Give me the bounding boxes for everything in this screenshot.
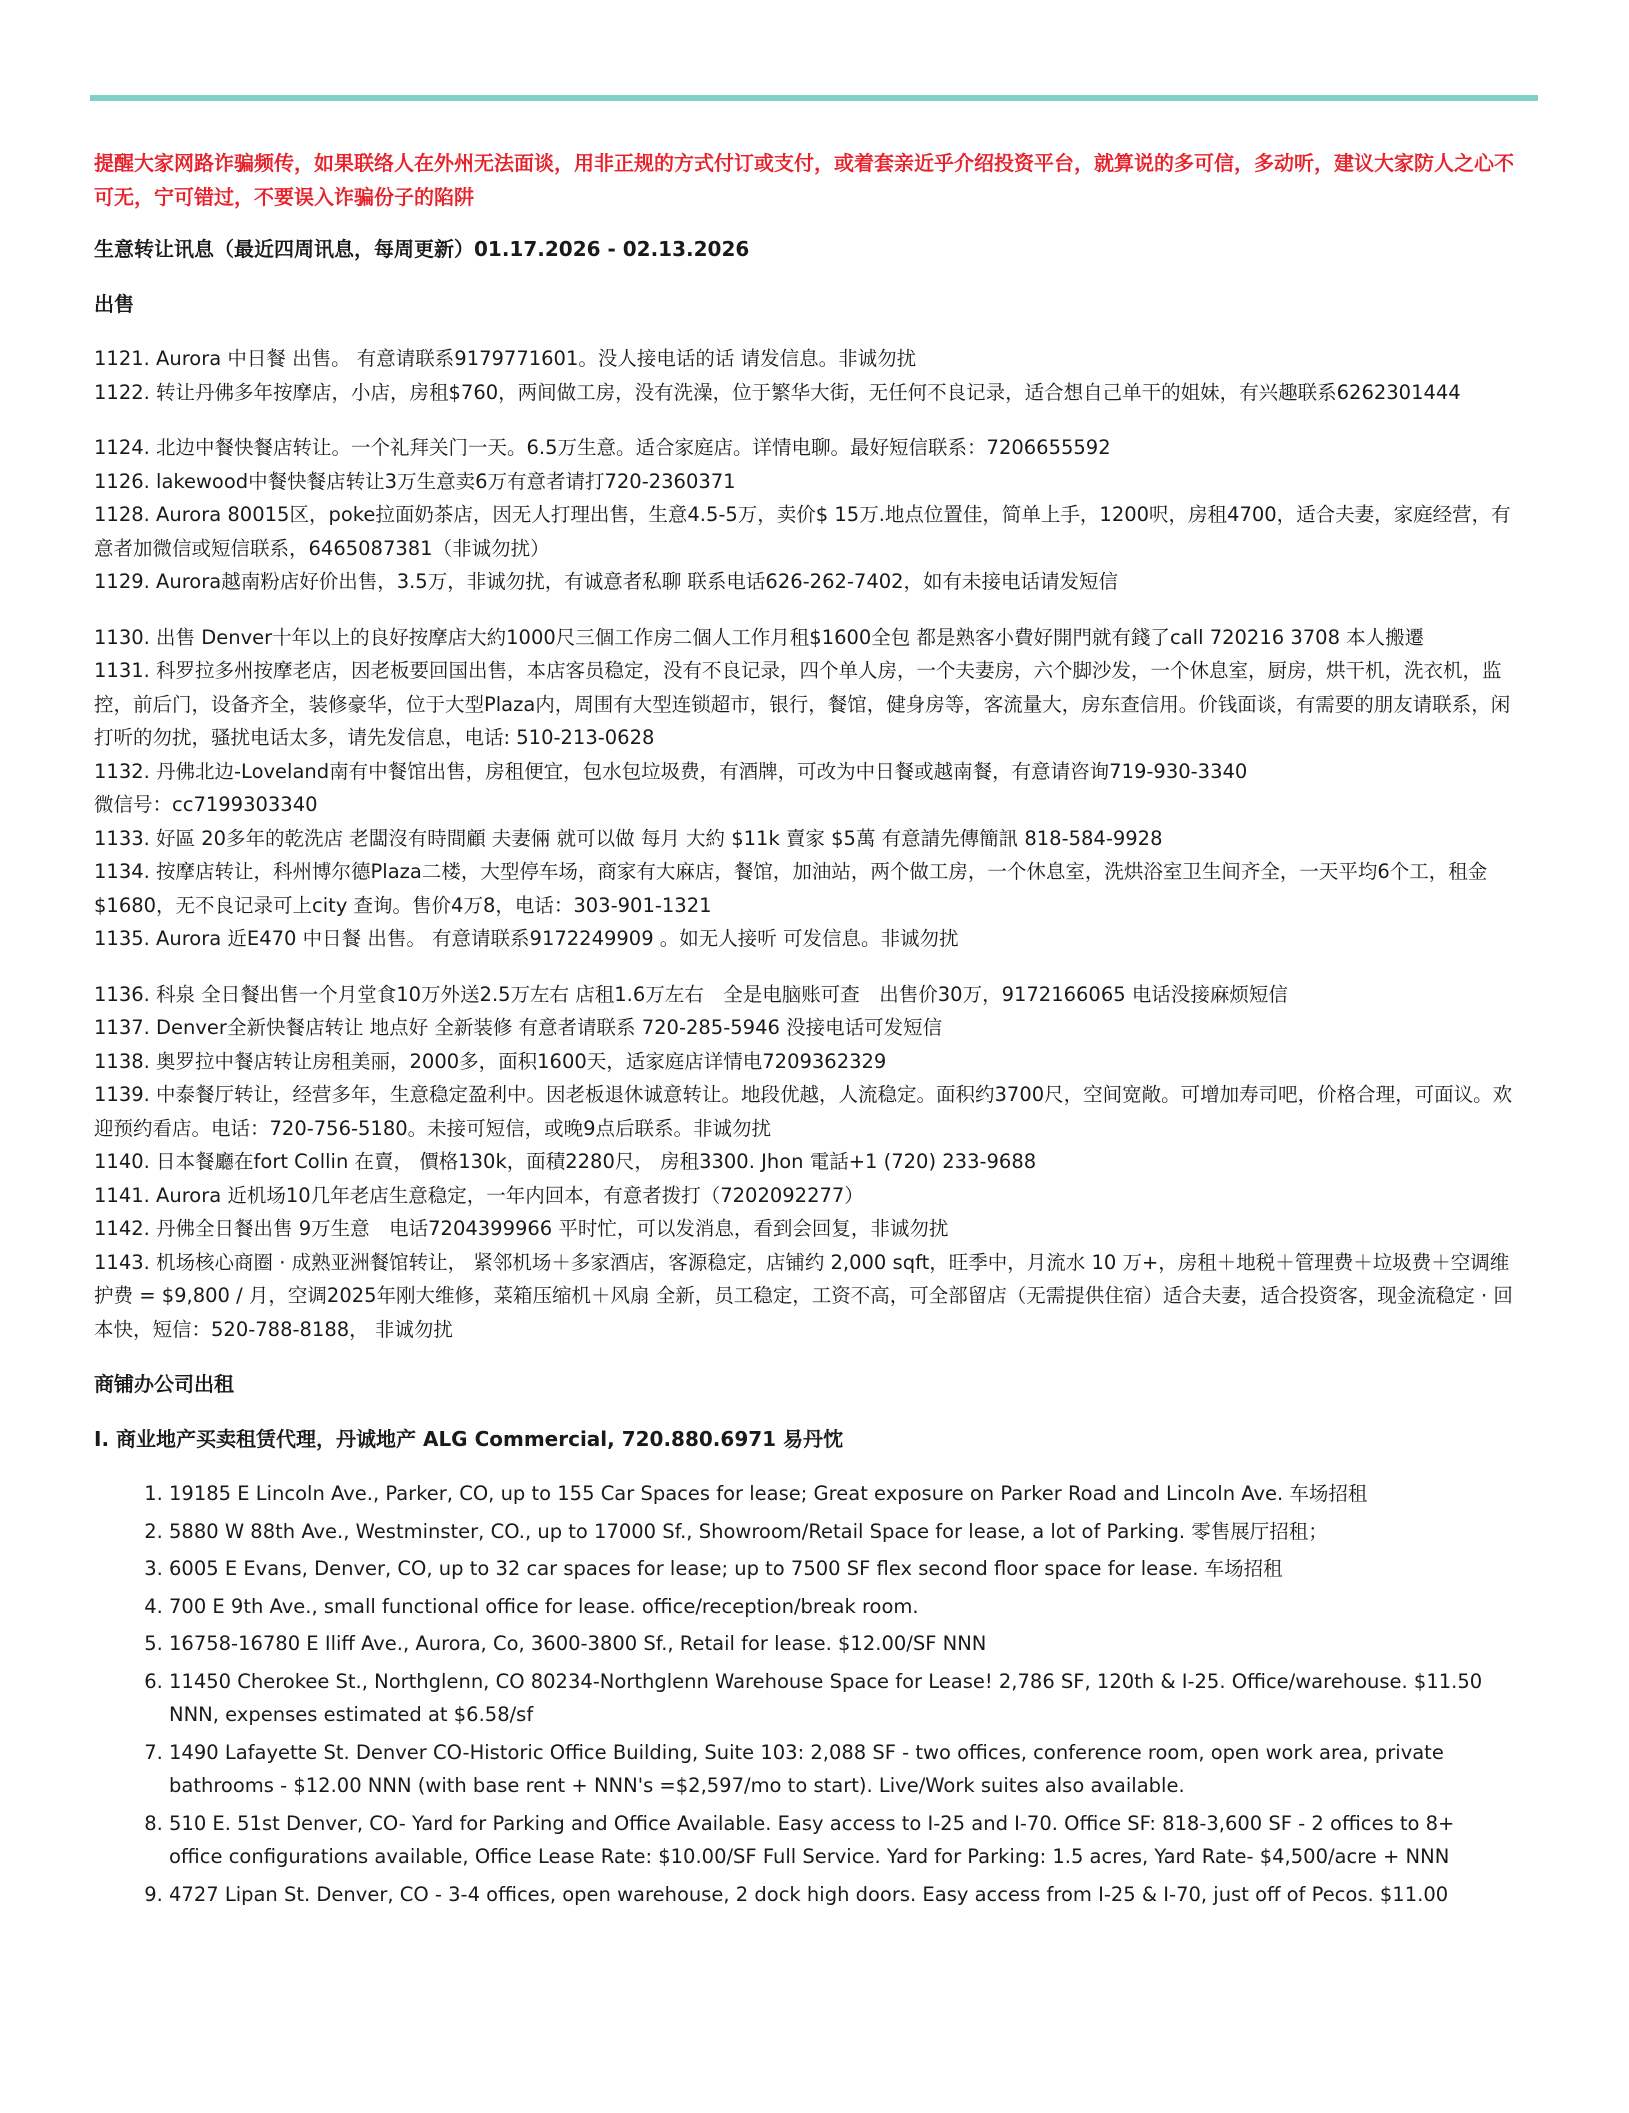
listing-item: 1140. 日本餐廳在fort Collin 在賣， 價格130k，面積2280尺， 房租3300. Jhon 電話+1 (720) 233-9688 — [94, 1150, 1037, 1173]
listing-item: 1138. 奥罗拉中餐店转让房租美丽，2000多，面积1600天，适家庭店详情电7209362329 — [94, 1049, 887, 1073]
header-divider — [90, 95, 1538, 101]
rental-list — [94, 1477, 1514, 1911]
listing-item: 1136. 科泉 全日餐出售一个月堂食10万外送2.5万左右 店租1.6万左右 全是电脑账可查 出售价30万，9172166065 电话没接麻烦短信 — [94, 982, 1288, 1006]
rental-item: 7. 1490 Lafayette St. Denver CO-Historic Office Building, Suite 103: 2,088 SF - two offices, conference room, open work area, private bathrooms - $12.00 NNN (with base rent + NNN's =$2,597/mo to start). Live/Work suites also available. — [169, 1736, 1514, 1803]
listing-item: 1141. Aurora 近机场10几年老店生意稳定，一年内回本，有意者拨打（7202092277） — [94, 1183, 864, 1207]
listing-item: 1130. 出售 Denver十年以上的良好按摩店大約1000尺三個工作房二個人工作月租$1600全包 都是熟客小費好開門就有錢了call 720216 3708 本人搬遷 — [94, 625, 1425, 649]
rental-item: 4. 700 E 9th Ave., small functional office for lease. office/reception/break room. — [169, 1590, 1514, 1624]
rental-item: 8. 510 E. 51st Denver, CO- Yard for Parking and Office Available. Easy access to I-25 and I-70. Office SF: 818-3,600 SF - 2 offices to 8+ office configurations available, Office Lease Rate: $10.00/SF Full Service. Yard for Parking: 1.5 acres, Yard Rate- $4,500/acre + NNN — [169, 1807, 1514, 1874]
listing-groups — [94, 342, 1514, 1346]
listing-group — [94, 342, 1514, 409]
listing-item: 1126. lakewood中餐快餐店转让3万生意卖6万有意者请打720-2360371 — [94, 469, 736, 493]
rental-item: 6. 11450 Cherokee St., Northglenn, CO 80234-Northglenn Warehouse Space for Lease! 2,786 SF, 120th & I-25. Office/warehouse. $11.50 NNN, expenses estimated at $6.58/sf — [169, 1665, 1514, 1732]
rental-item: 1. 19185 E Lincoln Ave., Parker, CO, up to 155 Car Spaces for lease; Great exposure on Parker Road and Lincoln Ave. 车场招租 — [169, 1477, 1514, 1511]
listing-group — [94, 978, 1514, 1347]
listing-item: 1124. 北边中餐快餐店转让。一个礼拜关门一天。6.5万生意。适合家庭店。详情电聊。最好短信联系：7206655592 — [94, 436, 1111, 459]
listing-item: 1137. Denver全新快餐店转让 地点好 全新装修 有意者请联系 720-285-5946 没接电话可发短信 — [94, 1016, 943, 1039]
listing-item: 微信号：cc7199303340 — [94, 793, 318, 816]
listing-group — [94, 431, 1514, 599]
document-body — [94, 146, 1514, 1915]
listing-group — [94, 621, 1514, 956]
listing-item: 1122. 转让丹佛多年按摩店，小店，房租$760，两间做工房，没有洗澡，位于繁华大街，无任何不良记录，适合想自己单干的姐妹，有兴趣联系6262301444 — [94, 380, 1461, 404]
rental-item: 3. 6005 E Evans, Denver, CO, up to 32 car spaces for lease; up to 7500 SF flex second floor space for lease. 车场招租 — [169, 1552, 1514, 1586]
listing-item: 1131. 科罗拉多州按摩老店，因老板要回国出售，本店客员稳定，没有不良记录，四个单人房，一个夫妻房，六个脚沙发，一个休息室，厨房，烘干机，洗衣机，监控，前后门，设备齐全，装修豪华，位于大型Plaza内，周围有大型连锁超市，银行，餐馆，健身房等，客流量大，房东查信用。价钱面谈，有需要的朋友请联系，闲打听的勿扰，骚扰电话太多，请先发信息，电话: 510-213-0628 — [94, 659, 1511, 749]
listing-item: 1143. 机场核心商圈 · 成熟亚洲餐馆转让， 紧邻机场＋多家酒店，客源稳定，店铺约 2,000 sqft，旺季中，月流水 10 万+，房租＋地税＋管理费＋垃圾费＋空调维护费 = $9,800 / 月，空调2025年刚大维修，菜箱压缩机＋风扇 全新，员工稳定，工资不高，可全部留店（无需提供住宿）适合夫妻，适合投资客，现金流稳定 · 回本快，短信：520-788-8188， 非诚勿扰 — [94, 1250, 1513, 1341]
info-heading: 生意转让讯息（最近四周讯息，每周更新）01.17.2026 - 02.13.2026 — [94, 237, 750, 261]
listing-item: 1133. 好區 20多年的乾洗店 老闆沒有時間顧 夫妻倆 就可以做 每月 大約 $11k 賣家 $5萬 有意請先傳簡訊 818-584-9928 — [94, 826, 1163, 850]
listing-item: 1132. 丹佛北边-Loveland南有中餐馆出售，房租便宜，包水包垃圾费，有酒牌，可改为中日餐或越南餐，有意请咨询719-930-3340 — [94, 759, 1248, 783]
listing-item: 1128. Aurora 80015区，poke拉面奶茶店，因无人打理出售，生意4.5-5万，卖价$ 15万.地点位置佳，简单上手，1200呎，房租4700，适合夫妻，家庭经营，有意者加微信或短信联系，6465087381（非诚勿扰） — [94, 503, 1511, 560]
listing-item: 1142. 丹佛全日餐出售 9万生意 电话7204399966 平时忙，可以发消息，看到会回复，非诚勿扰 — [94, 1217, 949, 1240]
fraud-warning: 提醒大家网路诈骗频传，如果联络人在外州无法面谈，用非正规的方式付订或支付，或着套亲近乎介绍投资平台，就算说的多可信，多动听，建议大家防人之心不可无，宁可错过，不要误入诈骗份子的陷阱 — [94, 151, 1514, 209]
agent-title: I. 商业地产买卖租赁代理，丹诚地产 ALG Commercial, 720.880.6971 易丹忱 — [94, 1426, 844, 1451]
rental-section-title: 商铺办公司出租 — [94, 1372, 234, 1396]
listing-item: 1121. Aurora 中日餐 出售。 有意请联系9179771601。没人接电话的话 请发信息。非诚勿扰 — [94, 347, 917, 370]
sale-section-title: 出售 — [94, 291, 134, 316]
rental-item: 5. 16758-16780 E Iliff Ave., Aurora, Co, 3600-3800 Sf., Retail for lease. $12.00/SF NNN — [169, 1627, 1514, 1661]
rental-item: 2. 5880 W 88th Ave., Westminster, CO., up to 17000 Sf., Showroom/Retail Space for lease, a lot of Parking. 零售展厅招租； — [169, 1515, 1514, 1549]
listing-item: 1129. Aurora越南粉店好价出售，3.5万，非诚勿扰，有诚意者私聊 联系电话626-262-7402，如有未接电话请发短信 — [94, 570, 1119, 593]
rental-item: 9. 4727 Lipan St. Denver, CO - 3-4 offices, open warehouse, 2 dock high doors. Easy access from I-25 & I-70, just off of Pecos. $11.00 — [169, 1878, 1514, 1912]
listing-item: 1134. 按摩店转让，科州博尔德Plaza二楼，大型停车场，商家有大麻店，餐馆，加油站，两个做工房，一个休息室，洗烘浴室卫生间齐全，一天平均6个工，租金$1680，无不良记录可上city 查询。售价4万8，电话：303-901-1321 — [94, 860, 1488, 917]
listing-item: 1139. 中泰餐厅转让，经营多年，生意稳定盈利中。因老板退休诚意转让。地段优越，人流稳定。面积约3700尺，空间宽敞。可增加寿司吧，价格合理，可面议。欢迎预约看店。电话：720-756-5180。未接可短信，或晚9点后联系。非诚勿扰 — [94, 1083, 1513, 1140]
listing-item: 1135. Aurora 近E470 中日餐 出售。 有意请联系9172249909 。如无人接听 可发信息。非诚勿扰 — [94, 927, 959, 950]
